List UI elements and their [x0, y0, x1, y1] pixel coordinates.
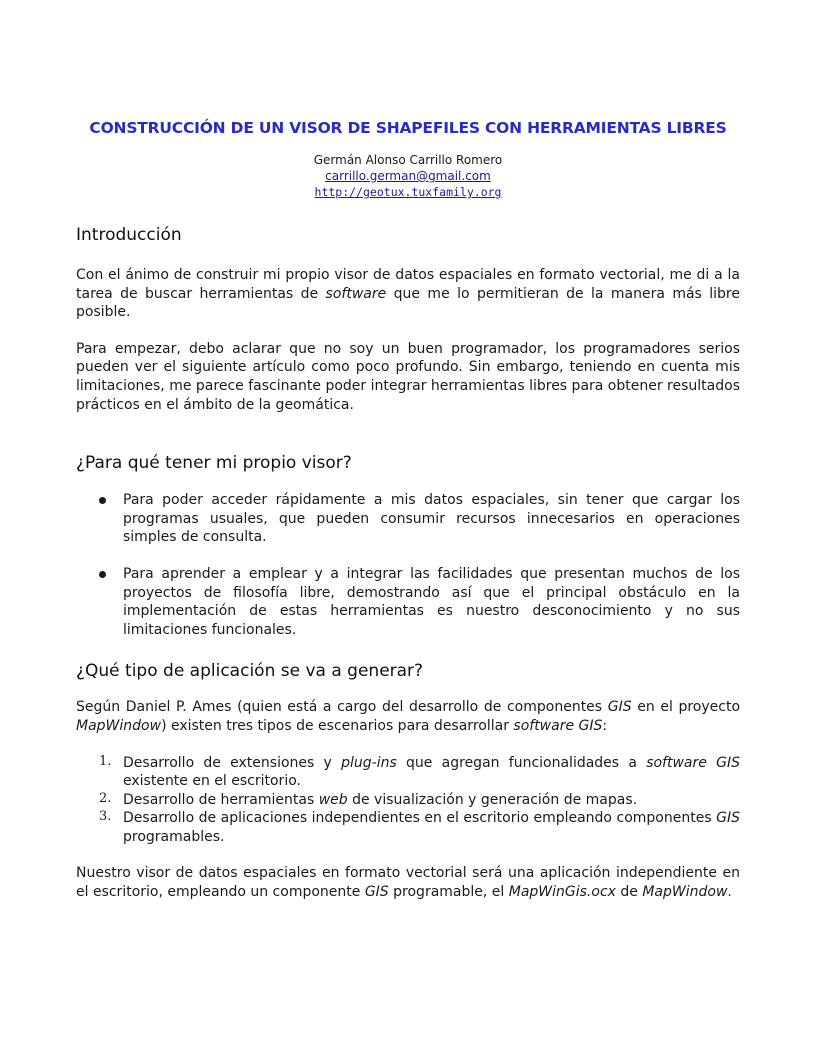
author-name: Germán Alonso Carrillo Romero [313, 153, 503, 167]
bullet-dot-icon [99, 497, 106, 504]
list-text: Desarrollo de herramientas web de visualización y generación de mapas. [123, 791, 638, 808]
italic-text: MapWindow [76, 717, 162, 734]
email-link[interactable]: carrillo.german@gmail.com [325, 169, 491, 183]
numbered-list [76, 754, 740, 847]
list-number: 1. [99, 753, 112, 769]
italic-text: software GIS [513, 717, 603, 734]
type-paragraph-1: Según Daniel P. Ames (quien está a cargo del desarrollo de componentes GIS en el proyecto MapWindow) existen tres tipos de escenarios para desarrollar software GIS: [76, 699, 741, 734]
italic-text: MapWindow [642, 884, 728, 901]
list-item [76, 491, 740, 547]
intro-paragraph-2: Para empezar, debo aclarar que no soy un buen programador, los programadores serios pueden ver el siguiente artículo como poco profundo. Sin embargo, teniendo en cuenta mis limitaciones, me parece fascinante poder integrar herramientas libres para obtener resultados prácticos en el ámbito de la geomática. [76, 340, 740, 413]
italic-text: MapWinGis.ocx [508, 884, 616, 901]
section-heading-para-que: ¿Para qué tener mi propio visor? [76, 453, 352, 474]
list-item [76, 754, 740, 791]
bullet-text: Para poder acceder rápidamente a mis datos espaciales, sin tener que cargar los programas usuales, que pueden consumir recursos innecesarios en operaciones simples de consulta. [123, 492, 740, 546]
bullet-list [76, 491, 740, 639]
list-text: Desarrollo de extensiones y plug-ins que agregan funcionalidades a software GIS existente en el escritorio. [123, 754, 740, 790]
italic-text: software [325, 285, 387, 302]
document-title: CONSTRUCCIÓN DE UN VISOR DE SHAPEFILES CON HERRAMIENTAS LIBRES [89, 119, 727, 137]
bullet-dot-icon [99, 571, 106, 578]
list-number: 2. [99, 790, 112, 806]
italic-text: web [318, 791, 348, 808]
italic-text: GIS [716, 810, 740, 827]
list-item [76, 809, 740, 846]
intro-paragraph-1: Con el ánimo de construir mi propio visor de datos espaciales en formato vectorial, me di a la tarea de buscar herramientas de software que me lo permitieran de la manera más libre posible. [76, 267, 740, 321]
website-link[interactable]: http://geotux.tuxfamily.org [314, 185, 502, 199]
italic-text: software GIS [646, 754, 740, 771]
list-item [76, 565, 740, 639]
type-paragraph-2: Nuestro visor de datos espaciales en formato vectorial será una aplicación independiente en el escritorio, empleando un componente GIS programable, el MapWinGis.ocx de MapWindow. [76, 865, 740, 901]
list-text: Desarrollo de aplicaciones independientes en el escritorio empleando componentes GIS programables. [123, 810, 740, 845]
list-item [76, 791, 740, 810]
list-number: 3. [99, 809, 112, 825]
section-heading-que-tipo: ¿Qué tipo de aplicación se va a generar? [76, 661, 424, 682]
author-block [76, 152, 740, 200]
bullet-text: Para aprender a emplear y a integrar las facilidades que presentan muchos de los proyectos de filosofía libre, demostrando así que el principal obstáculo en la implementación de estas herramientas es nuestro desconocimiento y no sus limitaciones funcionales. [123, 565, 740, 638]
section-heading-introduccion: Introducción [76, 225, 182, 245]
italic-text: plug-ins [341, 754, 397, 771]
italic-text: GIS [607, 699, 632, 716]
italic-text: GIS [364, 884, 389, 901]
